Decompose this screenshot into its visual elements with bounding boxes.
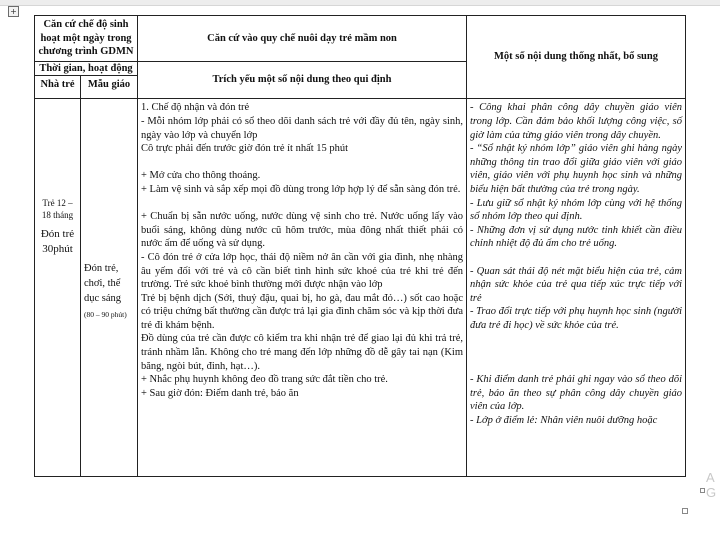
header-nhatre: Nhà trẻ: [35, 76, 81, 99]
regulation-line: Cô trực phải đến trước giờ đón trẻ ít nhất 15 phút: [141, 143, 349, 155]
header-maugiao: Mẫu giáo: [81, 76, 138, 99]
regulation-line: - Mỗi nhóm lớp phải có sổ theo dõi danh sách trẻ với đầy đủ tên, ngày sinh, ngày vào lớp và chuyển lớp: [141, 115, 466, 141]
cell-maugiao: [81, 99, 138, 477]
supplement-blank: [470, 346, 682, 360]
schedule-table: [34, 15, 686, 477]
resize-handle-icon[interactable]: [682, 508, 688, 514]
page-top-bar: [0, 0, 720, 6]
regulation-line: + Làm vệ sinh và sắp xếp mọi đồ dùng trong lớp hợp lý để sẵn sàng đón trẻ.: [141, 183, 461, 195]
regulation-line: + Sau giờ đón: Điểm danh trẻ, báo ăn: [141, 387, 299, 399]
maugiao-time: (80 – 90 phút): [84, 310, 127, 320]
cell-supplement: [467, 99, 686, 477]
cell-nhatre: [35, 99, 81, 477]
supplement-line: - Trao đổi trực tiếp với phụ huynh học sinh (người đưa trẻ đi học) về sức khỏe của trẻ.: [470, 306, 685, 331]
resize-handle-icon[interactable]: [700, 488, 705, 493]
regulation-blank: [141, 156, 463, 170]
header-col2-title: Căn cứ vào quy chế nuôi dạy trẻ mầm non: [138, 16, 467, 62]
regulation-line: Đồ dùng của trẻ cần được cô kiểm tra khi nhận trẻ để giao lại đủ khi trả trẻ, tránh nhầm lẫn. Không cho trẻ mang đến lớp những đồ dễ gây tai nạn (Kim băng, ngòi bút, đinh, hạt…).: [141, 333, 466, 372]
regulation-line: Trẻ bị bệnh dịch (Sởi, thuỷ đậu, quai bị, ho gà, đau mắt đỏ…) sốt cao hoặc có triệu chứng bất thường cần được trả lại gia đình chăm sóc và kịp thời đưa trẻ đi khám bệnh.: [141, 292, 466, 331]
supplement-line: - “Sổ nhật ký nhóm lớp” giáo viên ghi hàng ngày những thông tin trao đổi giữa giáo viên với giáo viên, giáo viên với phụ huynh học sinh và những biểu hiện bất thường của trẻ trong ngày.: [470, 143, 685, 195]
table-header-row-1: [35, 16, 686, 62]
maugiao-activity: Đón trẻ, chơi, thể dục sáng: [84, 263, 124, 305]
supplement-line: - Những đơn vị sử dụng nước tinh khiết cần điều chỉnh nhiệt độ đủ ấm cho trẻ uống.: [470, 224, 685, 250]
table-body-row: [35, 99, 686, 477]
nhatre-age: Trẻ 12 – 18 tháng: [41, 198, 75, 221]
regulation-line: 1. Chế độ nhận và đón trẻ: [141, 102, 250, 114]
regulation-line: + Nhắc phụ huynh không đeo đồ trang sức đắt tiền cho trẻ.: [141, 374, 388, 386]
supplement-line: - Công khai phân công dây chuyền giáo viên trong lớp. Cần đảm bảo khối lượng công việc, số giờ làm của từng giáo viên trong dây chuyền.: [470, 102, 685, 141]
table-move-handle-icon[interactable]: +: [8, 6, 19, 17]
edge-watermark: A G: [706, 470, 717, 500]
header-col1-subtitle: Thời gian, hoạt động: [35, 61, 138, 76]
nhatre-activity: Đón trẻ 30phút: [40, 228, 77, 256]
regulation-line: + Mở cửa cho thông thoáng.: [141, 170, 261, 182]
supplement-line: - Khi điểm danh trẻ phải ghi ngay vào sổ theo dõi trẻ, báo ăn theo sự phân công dây chuyền giáo viên của lớp.: [470, 374, 685, 413]
supplement-blank: [470, 360, 682, 374]
cell-regulation: [138, 99, 467, 477]
supplement-blank: [470, 332, 682, 346]
supplement-line: - Quan sát thái độ nét mặt biểu hiện của trẻ, cảm nhận sức khỏe của trẻ qua tiếp xúc trực tiếp với trẻ: [470, 265, 685, 304]
header-col1-title: Căn cứ chế độ sinh hoạt một ngày trong chương trình GDMN: [35, 16, 138, 62]
regulation-line: + Chuẩn bị sẵn nước uống, nước dùng vệ sinh cho trẻ. Nước uống lấy vào buổi sáng, không dùng nước cũ hôm trước, mùa đông nhất thiết phải có nước ấm để uống và sử dụng.: [141, 211, 466, 250]
supplement-line: - Lưu giữ sổ nhật ký nhóm lớp cùng với hệ thống sổ nhóm lớp theo qui định.: [470, 197, 685, 223]
header-col2-subtitle: Trích yếu một số nội dung theo qui định: [138, 61, 467, 99]
regulation-blank: [141, 197, 463, 211]
header-col3-title: Một số nội dung thống nhất, bổ sung: [467, 16, 686, 99]
regulation-line: - Cô đón trẻ ở cửa lớp học, thái độ niềm nở ân cần với gia đình, nhẹ nhàng âu yếm đối với trẻ và cô cần biết tình hình sức khoẻ của trẻ khi trẻ đến trường. Trẻ sức khoẻ bình thường mới được nhận vào lớp: [141, 251, 466, 291]
supplement-blank: [470, 251, 682, 265]
supplement-line: - Lớp ở điểm lẻ: Nhân viên nuôi dưỡng hoặc: [470, 415, 658, 427]
